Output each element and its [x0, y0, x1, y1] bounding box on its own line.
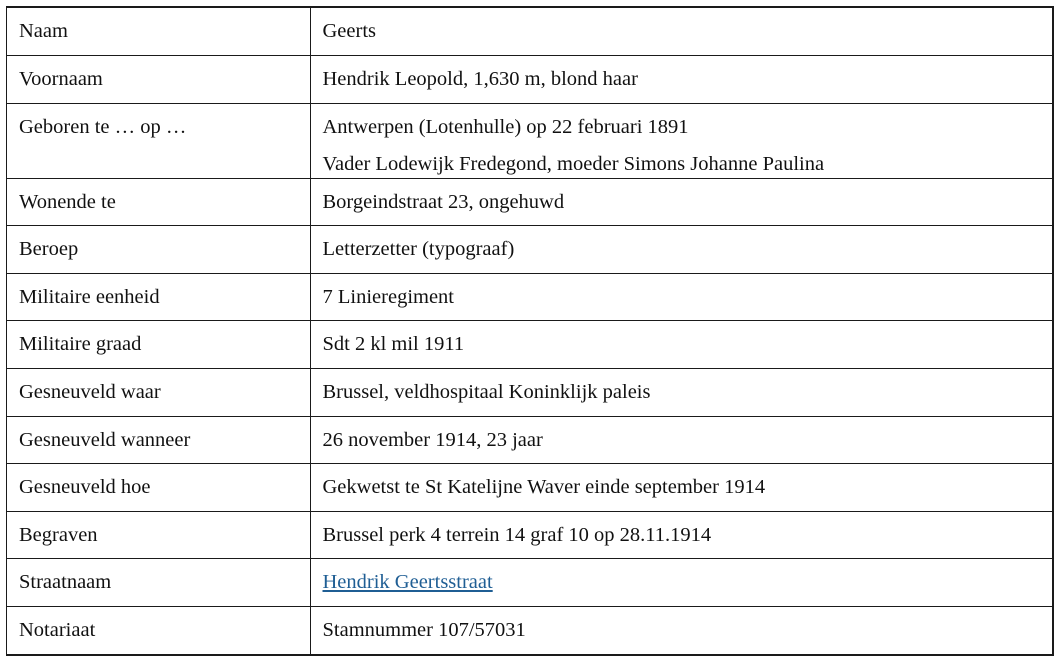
table-row — [7, 416, 1052, 464]
row-label-wonende: Wonende te — [7, 178, 310, 226]
street-name-link[interactable]: Hendrik Geertsstraat — [322, 571, 493, 594]
birth-place-date: Antwerpen (Lotenhulle) op 22 februari 1891 — [322, 115, 689, 138]
table-row — [7, 226, 1052, 274]
table-row — [7, 103, 1052, 178]
row-value-militaire-eenheid: 7 Linieregiment — [310, 273, 1052, 321]
table-row — [7, 321, 1052, 369]
row-value-gesneuveld-waar: Brussel, veldhospitaal Koninklijk paleis — [310, 369, 1052, 417]
row-value-geboren — [310, 103, 1052, 178]
row-label-naam: Naam — [7, 8, 310, 56]
row-label-gesneuveld-waar: Gesneuveld waar — [7, 369, 310, 417]
table-row — [7, 511, 1052, 559]
table-row — [7, 8, 1052, 56]
table-row — [7, 464, 1052, 512]
parents: Vader Lodewijk Fredegond, moeder Simons Johanne Paulina — [322, 153, 825, 176]
row-value-notariaat: Stamnummer 107/57031 — [310, 607, 1052, 655]
row-label-gesneuveld-hoe: Gesneuveld hoe — [7, 464, 310, 512]
row-value-gesneuveld-hoe: Gekwetst te St Katelijne Waver einde september 1914 — [310, 464, 1052, 512]
row-value-militaire-graad: Sdt 2 kl mil 1911 — [310, 321, 1052, 369]
table-row — [7, 273, 1052, 321]
row-label-geboren: Geboren te … op … — [7, 103, 310, 178]
row-label-beroep: Beroep — [7, 226, 310, 274]
row-label-gesneuveld-wanneer: Gesneuveld wanneer — [7, 416, 310, 464]
row-label-militaire-eenheid: Militaire eenheid — [7, 273, 310, 321]
row-label-voornaam: Voornaam — [7, 56, 310, 104]
row-value-begraven: Brussel perk 4 terrein 14 graf 10 op 28.11.1914 — [310, 511, 1052, 559]
row-label-notariaat: Notariaat — [7, 607, 310, 655]
info-table — [7, 8, 1052, 654]
table-row — [7, 369, 1052, 417]
row-label-militaire-graad: Militaire graad — [7, 321, 310, 369]
info-table-container — [6, 6, 1054, 656]
table-row — [7, 607, 1052, 655]
row-value-gesneuveld-wanneer: 26 november 1914, 23 jaar — [310, 416, 1052, 464]
row-label-straatnaam: Straatnaam — [7, 559, 310, 607]
row-value-naam: Geerts — [310, 8, 1052, 56]
row-value-beroep: Letterzetter (typograaf) — [310, 226, 1052, 274]
table-row — [7, 178, 1052, 226]
row-value-voornaam: Hendrik Leopold, 1,630 m, blond haar — [310, 56, 1052, 104]
row-label-begraven: Begraven — [7, 511, 310, 559]
table-row — [7, 56, 1052, 104]
row-value-straatnaam — [310, 559, 1052, 607]
row-value-wonende: Borgeindstraat 23, ongehuwd — [310, 178, 1052, 226]
table-row — [7, 559, 1052, 607]
